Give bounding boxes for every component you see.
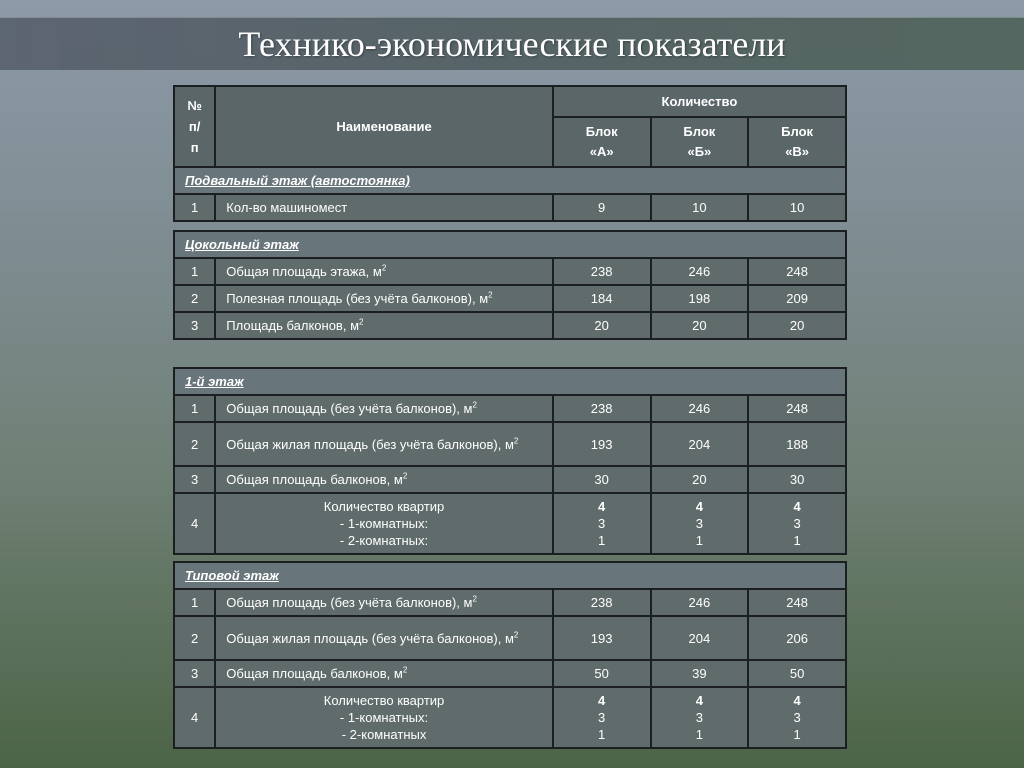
- value-block-a: 30: [553, 466, 651, 493]
- value-block-a: 193: [553, 616, 651, 660]
- value-line: 4: [793, 693, 801, 708]
- row-name: [215, 466, 552, 493]
- value-line: 3: [793, 516, 801, 531]
- row-name: [215, 395, 552, 422]
- value-line: 4: [598, 499, 606, 514]
- value-line: 1: [695, 727, 703, 742]
- value-block-a: 20: [553, 312, 651, 339]
- header-block-a-line: Блок: [585, 124, 618, 139]
- value-block-a: 9: [553, 194, 651, 221]
- header-block-c-line: Блок: [781, 124, 814, 139]
- value-block-c: 188: [748, 422, 846, 466]
- value-block-c: 248: [748, 258, 846, 285]
- row-name-text: Общая площадь балконов, м: [226, 472, 403, 487]
- row-name-text: Общая площадь этажа, м: [226, 264, 382, 279]
- value-block-c: 248: [748, 589, 846, 616]
- row-number: 4: [174, 687, 215, 748]
- row-name-line: - 1-комнатных:: [339, 710, 429, 725]
- value-block-b: 20: [651, 312, 749, 339]
- unit-sup: 2: [402, 471, 408, 481]
- row-name: [215, 422, 552, 466]
- value-block-b: 39: [651, 660, 749, 687]
- value-block-c: 30: [748, 466, 846, 493]
- value-block-c: [748, 687, 846, 748]
- row-name-line: Количество квартир: [323, 499, 445, 514]
- row-name: [215, 589, 552, 616]
- value-block-a: 50: [553, 660, 651, 687]
- header-block-a: [553, 117, 651, 167]
- row-number: 3: [174, 660, 215, 687]
- header-number-line: №: [187, 98, 202, 113]
- table-row: [174, 312, 846, 339]
- value-block-c: 50: [748, 660, 846, 687]
- header-block-c-line: «В»: [785, 144, 810, 159]
- header-table: [173, 85, 847, 222]
- table-row: [174, 466, 846, 493]
- section-title-typical: Типовой этаж: [174, 562, 846, 589]
- unit-sup: 2: [381, 263, 387, 273]
- value-block-c: [748, 493, 846, 554]
- row-number: 2: [174, 422, 215, 466]
- value-line: 1: [793, 533, 801, 548]
- value-line: 1: [793, 727, 801, 742]
- table-row: [174, 194, 846, 221]
- unit-sup: 2: [359, 317, 364, 327]
- row-name: [215, 687, 552, 748]
- row-name: [215, 493, 552, 554]
- row-name: [215, 616, 552, 660]
- row-number: 1: [174, 194, 215, 221]
- row-name-text: Общая жилая площадь (без учёта балконов), м: [226, 436, 514, 452]
- value-block-b: 20: [651, 466, 749, 493]
- table-row: [174, 395, 846, 422]
- value-block-b: 246: [651, 258, 749, 285]
- value-line: 3: [793, 710, 801, 725]
- header-block-a-line: «А»: [589, 144, 614, 159]
- value-block-c: 10: [748, 194, 846, 221]
- value-block-b: [651, 687, 749, 748]
- value-block-b: [651, 493, 749, 554]
- row-number: 1: [174, 395, 215, 422]
- row-name: [215, 258, 553, 285]
- table-row: [174, 493, 846, 554]
- header-name: Наименование: [215, 86, 553, 167]
- row-number: 1: [174, 589, 215, 616]
- row-number: 2: [174, 285, 215, 312]
- table-row: [174, 422, 846, 466]
- section-title-plinth: Цокольный этаж: [174, 231, 846, 258]
- table-row: [174, 258, 846, 285]
- value-line: 4: [598, 693, 606, 708]
- unit-sup: 2: [488, 290, 493, 300]
- row-number: 1: [174, 258, 215, 285]
- header-quantity: Количество: [553, 86, 846, 117]
- unit-sup: 2: [513, 630, 519, 640]
- value-block-b: 10: [651, 194, 749, 221]
- row-name: [215, 660, 552, 687]
- value-line: 3: [695, 710, 703, 725]
- row-number: 4: [174, 493, 215, 554]
- value-line: 1: [695, 533, 703, 548]
- table-row: [174, 616, 846, 660]
- header-block-b: [651, 117, 749, 167]
- table-row: [174, 589, 846, 616]
- row-name-line: Количество квартир: [323, 693, 445, 708]
- value-block-c: 20: [748, 312, 846, 339]
- header-block-b-line: «Б»: [687, 144, 712, 159]
- value-block-a: 238: [553, 589, 651, 616]
- value-block-b: 246: [651, 589, 749, 616]
- unit-sup: 2: [472, 400, 477, 410]
- row-name-line: - 2-комнатных:: [339, 533, 429, 548]
- value-line: 3: [598, 516, 606, 531]
- value-block-c: 248: [748, 395, 846, 422]
- value-line: 1: [598, 727, 606, 742]
- value-block-a: [553, 493, 651, 554]
- value-line: 4: [695, 499, 703, 514]
- value-line: 3: [598, 710, 606, 725]
- row-name-text: Общая площадь (без учёта балконов), м: [226, 595, 473, 610]
- floor1-table: [173, 367, 847, 555]
- table-row: [174, 687, 846, 748]
- unit-sup: 2: [472, 594, 477, 604]
- header-number-line: п: [190, 140, 199, 155]
- row-number: 2: [174, 616, 215, 660]
- row-name: Кол-во машиномест: [215, 194, 553, 221]
- value-block-a: 193: [553, 422, 651, 466]
- unit-sup: 2: [402, 665, 408, 675]
- value-line: 1: [598, 533, 606, 548]
- value-line: 4: [793, 499, 801, 514]
- row-name-text: Общая площадь (без учёта балконов), м: [226, 401, 473, 416]
- header-block-c: [748, 117, 846, 167]
- value-block-a: [553, 687, 651, 748]
- value-block-a: 238: [553, 395, 651, 422]
- plinth-table: [173, 230, 847, 340]
- row-number: 3: [174, 312, 215, 339]
- table-row: [174, 285, 846, 312]
- section-title-floor1: 1-й этаж: [174, 368, 846, 395]
- value-block-a: 184: [553, 285, 651, 312]
- table-row: [174, 660, 846, 687]
- header-number: [174, 86, 215, 167]
- value-block-c: 209: [748, 285, 846, 312]
- row-name: [215, 285, 553, 312]
- value-block-b: 246: [651, 395, 749, 422]
- slide-title: Технико-экономические показатели: [238, 24, 786, 64]
- value-line: 3: [695, 516, 703, 531]
- value-block-a: 238: [553, 258, 651, 285]
- typical-table: [173, 561, 847, 749]
- value-block-c: 206: [748, 616, 846, 660]
- value-line: 4: [695, 693, 703, 708]
- row-name-line: - 1-комнатных:: [339, 516, 429, 531]
- row-name-line: - 2-комнатных: [341, 727, 427, 742]
- value-block-b: 204: [651, 616, 749, 660]
- row-name-text: Площадь балконов, м: [226, 318, 360, 333]
- value-block-b: 198: [651, 285, 749, 312]
- header-block-b-line: Блок: [683, 124, 716, 139]
- section-title-basement: Подвальный этаж (автостоянка): [174, 167, 846, 194]
- value-block-b: 204: [651, 422, 749, 466]
- row-name-text: Полезная площадь (без учёта балконов), м: [226, 291, 489, 306]
- row-name-text: Общая жилая площадь (без учёта балконов), м: [226, 630, 514, 646]
- row-name: [215, 312, 553, 339]
- row-number: 3: [174, 466, 215, 493]
- row-name-text: Общая площадь балконов, м: [226, 666, 403, 681]
- unit-sup: 2: [513, 436, 519, 446]
- header-number-line: п/: [188, 119, 201, 134]
